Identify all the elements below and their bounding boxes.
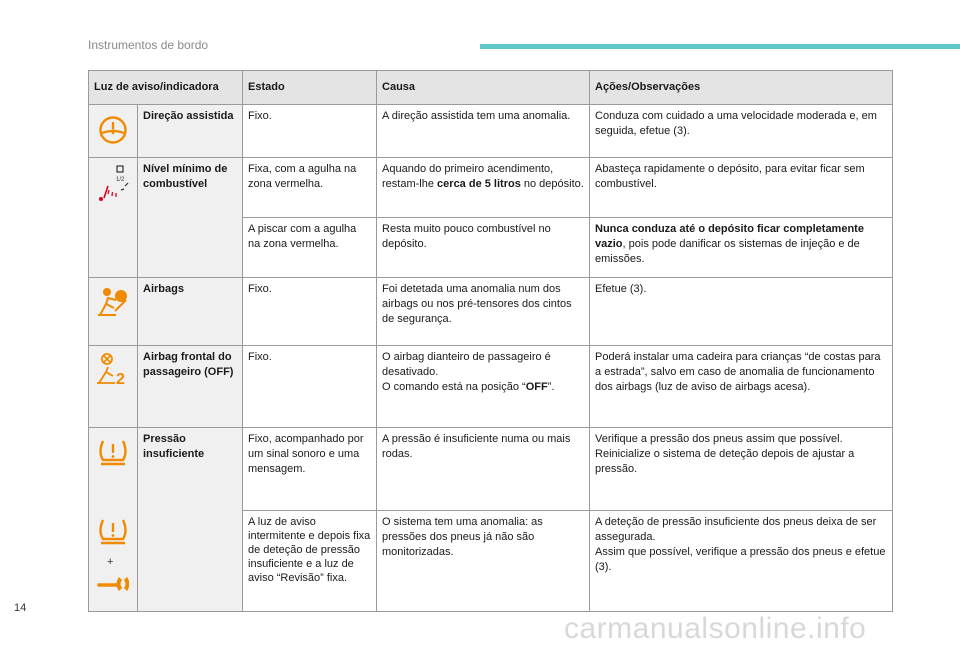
- warning-name: Nível mínimo de combustível: [138, 158, 243, 278]
- table-row: [89, 428, 893, 511]
- plus-symbol: +: [107, 556, 114, 568]
- state-cell: Fixa, com a agulha na zona vermelha.: [243, 158, 377, 218]
- cause-cell: Foi detetada uma anomalia num dos airbags ou nos pré-tensores dos cintos de segurança.: [377, 278, 590, 346]
- cause-cell: Resta muito pouco combustível no depósito.: [377, 218, 590, 278]
- tire-pressure-icon: [97, 517, 129, 547]
- page-number: 14: [14, 602, 27, 614]
- table-header-row: [89, 71, 893, 105]
- state-cell: Fixo.: [243, 346, 377, 428]
- cause-emphasis: cerca de 5 litros: [437, 178, 521, 190]
- table-row: [89, 278, 893, 346]
- action-cell: [590, 511, 893, 612]
- warning-name: Airbag frontal do passageiro (OFF): [138, 346, 243, 428]
- column-header: Ações/Observações: [590, 71, 893, 105]
- icon-cell: [89, 428, 138, 612]
- cause-text-part: ”.: [547, 381, 555, 393]
- tire-pressure-icon: [97, 438, 129, 468]
- action-cell: Abasteça rapidamente o depósito, para evitar ficar sem combustível.: [590, 158, 893, 218]
- cause-cell: A pressão é insuficiente numa ou mais rodas.: [377, 428, 590, 511]
- icon-cell: [89, 278, 138, 346]
- table-row: [89, 346, 893, 428]
- wrench-service-icon: [97, 575, 129, 593]
- table-row: [89, 158, 893, 218]
- column-header: Luz de aviso/indicadora: [89, 71, 243, 105]
- warning-name: Direção assistida: [138, 105, 243, 158]
- column-header: Causa: [377, 71, 590, 105]
- action-text: , pois pode danificar os sistemas de injeção e de emissões.: [595, 238, 860, 265]
- column-header: Estado: [243, 71, 377, 105]
- warning-name: Pressão insuficiente: [138, 428, 243, 612]
- airbag-icon: [96, 286, 130, 318]
- watermark: carmanualsonline.info: [564, 612, 867, 645]
- state-cell: Fixo.: [243, 105, 377, 158]
- header-accent-bar: [480, 44, 960, 49]
- cause-text: Aquando do primeiro acendimento, restam-lhe: [382, 163, 554, 190]
- fuel-gauge-icon: [95, 164, 133, 204]
- state-cell: Fixo.: [243, 278, 377, 346]
- icon-cell: [89, 105, 138, 158]
- action-cell: Conduza com cuidado a uma velocidade moderada e, em seguida, efetue (3).: [590, 105, 893, 158]
- state-cell: A piscar com a agulha na zona vermelha.: [243, 218, 377, 278]
- icon-cell: [89, 158, 138, 278]
- cause-cell: [377, 346, 590, 428]
- action-cell: Verifique a pressão dos pneus assim que possível. Reinicialize o sistema de deteção depois de ajustar a pressão.: [590, 428, 893, 511]
- warning-name: Airbags: [138, 278, 243, 346]
- action-emphasis: Nunca conduza até o depósito ficar completamente vazio: [595, 223, 864, 250]
- svg-text:2: 2: [116, 371, 125, 386]
- state-cell: A luz de aviso intermitente e depois fixa de deteção de pressão insuficiente e a luz de aviso “Revisão” fixa.: [243, 511, 377, 612]
- page-header-title: Instrumentos de bordo: [88, 38, 209, 52]
- action-cell: Efetue (3).: [590, 278, 893, 346]
- cause-text: no depósito.: [520, 178, 584, 190]
- state-cell: Fixo, acompanhado por um sinal sonoro e uma mensagem.: [243, 428, 377, 511]
- cause-text-part: O comando está na posição “: [382, 381, 526, 393]
- action-cell: Poderá instalar uma cadeira para crianças “de costas para a estrada”, salvo em caso de anomalia de funcionamento dos airbags (luz de aviso de airbags acesa).: [590, 346, 893, 428]
- svg-text:1/2: 1/2: [116, 177, 125, 183]
- cause-text: O airbag dianteiro de passageiro é desativado.: [382, 351, 551, 378]
- action-text: Assim que possível, verifique a pressão dos pneus e efetue (3).: [595, 546, 886, 574]
- cause-emphasis: OFF: [525, 381, 548, 393]
- table-row: [89, 105, 893, 158]
- warning-lights-table: [88, 70, 893, 612]
- action-text: A deteção de pressão insuficiente dos pneus deixa de ser assegurada.: [595, 516, 877, 544]
- icon-cell: [89, 346, 138, 428]
- passenger-airbag-off-icon: [96, 352, 132, 386]
- cause-cell: O sistema tem uma anomalia: as pressões dos pneus já não são monitorizadas.: [377, 511, 590, 612]
- cause-text: [382, 380, 584, 395]
- action-cell: [590, 218, 893, 278]
- steering-warning-icon: [97, 114, 129, 146]
- cause-cell: A direção assistida tem uma anomalia.: [377, 105, 590, 158]
- cause-cell: [377, 158, 590, 218]
